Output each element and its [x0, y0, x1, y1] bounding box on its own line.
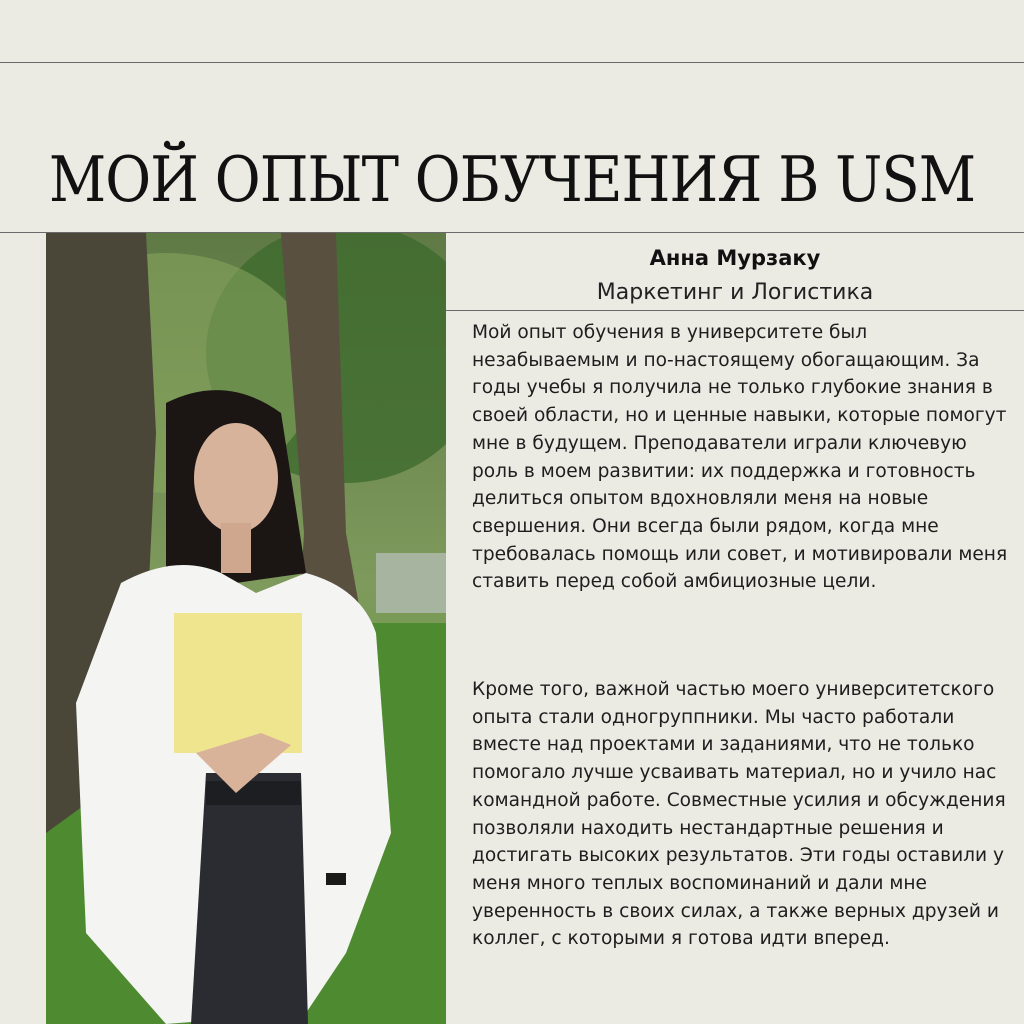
student-name: Анна Мурзаку	[649, 246, 821, 270]
story-paragraph: Мой опыт обучения в университете был незабываемым и по-настоящему обогащающим. За годы учебы я получила не только глубокие знания в своей области, но и ценные навыки, которые помогут мне в будущем. Преподаватели играли ключевую роль в моем развитии: их поддержка и готовность делиться опытом вдохновляли меня на новые свершения. Они всегда были рядом, когда мне требовалась помощь или совет, и мотивировали меня ставить перед собой амбициозные цели.	[472, 322, 1008, 593]
page-title: МОЙ ОПЫТ ОБУЧЕНИЯ В USM	[48, 143, 976, 217]
name-divider	[446, 310, 1024, 311]
student-program: Маркетинг и Логистика	[596, 280, 874, 305]
top-divider	[0, 62, 1024, 63]
story-paragraph: Кроме того, важной частью моего университетского опыта стали одногруппники. Мы часто работали вместе над проектами и заданиями, что не только помогало лучше усваивать материал, но и учило нас командной работе. Совместные усилия и обсуждения позволяли находить нестандартные решения и достигать высоких результатов. Эти годы оставили у меня много теплых воспоминаний и дали мне уверенность в своих силах, а также верных друзей и коллег, с которыми я готова идти вперед.	[472, 679, 1006, 950]
student-photo	[46, 233, 446, 1024]
